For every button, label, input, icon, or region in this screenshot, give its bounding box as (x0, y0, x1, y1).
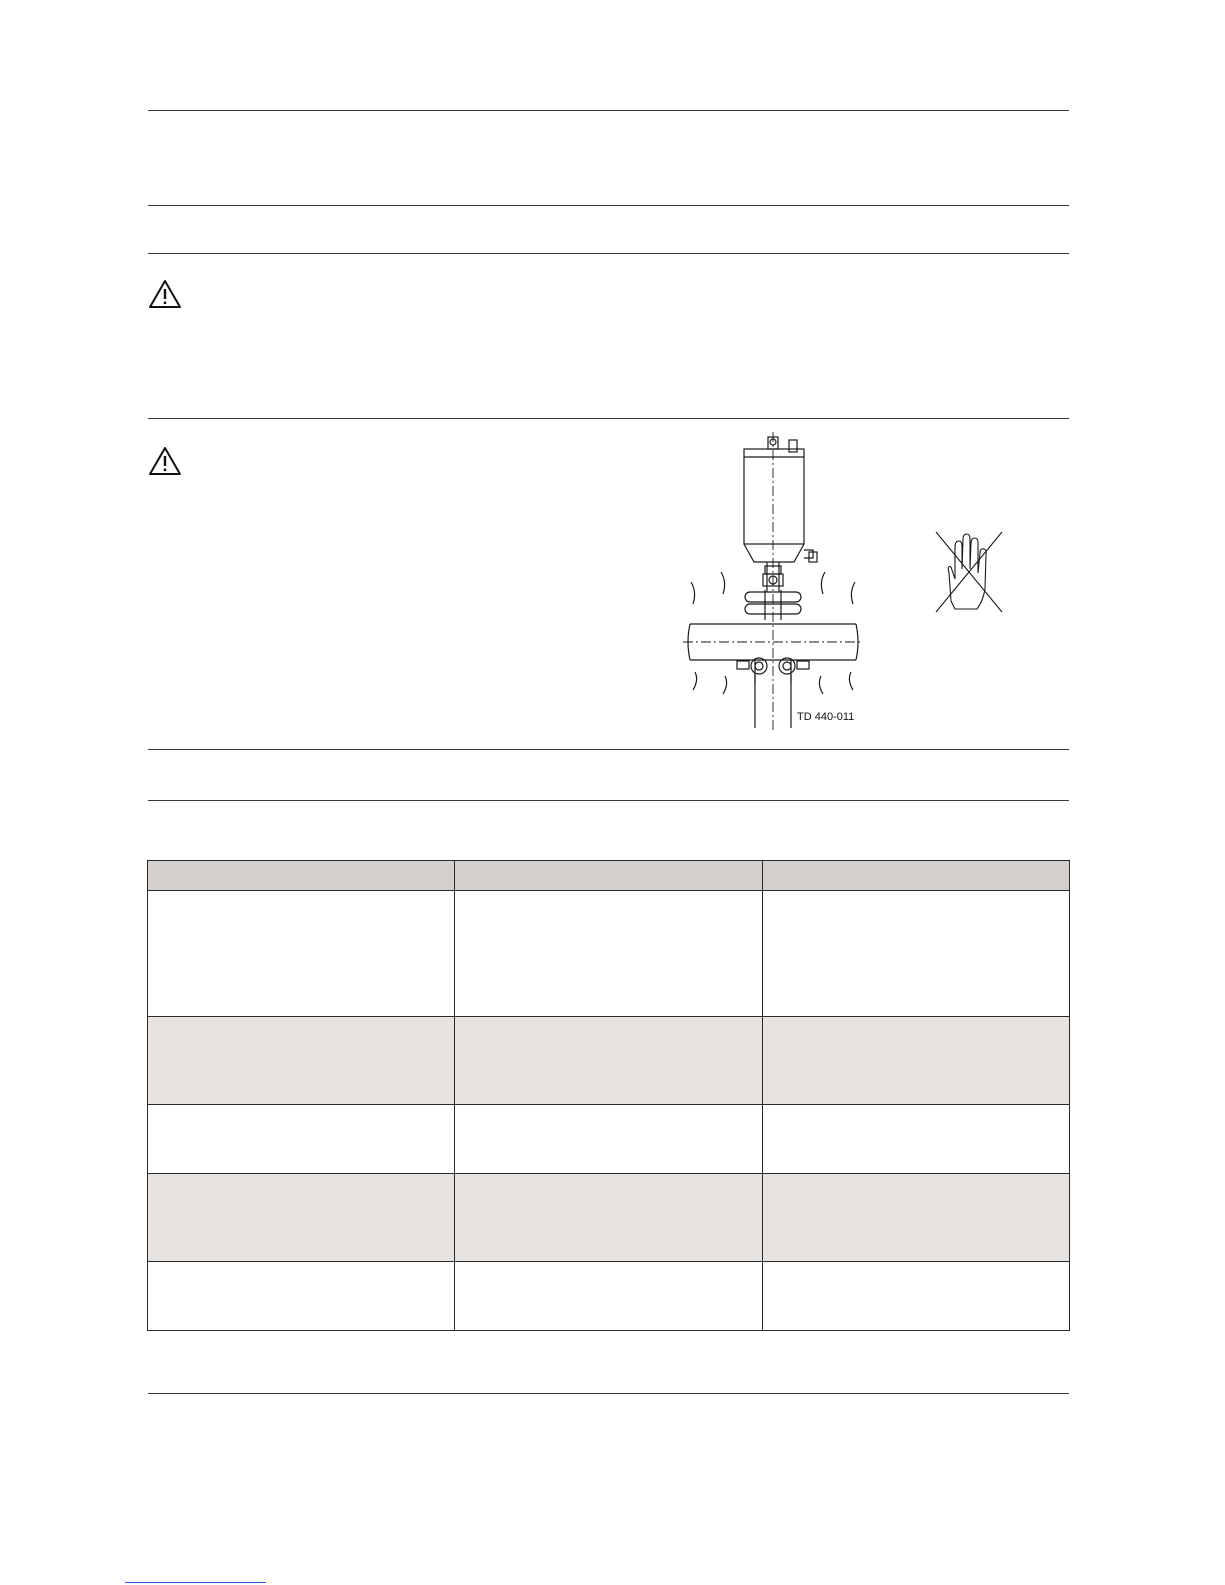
table-cell (763, 1262, 1070, 1331)
table-row (148, 891, 1070, 1017)
section-rule (148, 205, 1069, 206)
data-table (147, 860, 1070, 1331)
table-cell (455, 891, 763, 1017)
no-touch-hand-icon (933, 529, 1005, 615)
table-header-row (148, 861, 1070, 891)
table-cell (763, 891, 1070, 1017)
table-row (148, 1174, 1070, 1262)
column-header (763, 861, 1070, 891)
table-row (148, 1262, 1070, 1331)
table-cell (455, 1105, 763, 1174)
column-header (455, 861, 763, 891)
figure-label: TD 440-011 (797, 711, 855, 723)
column-header (148, 861, 455, 891)
table-cell (455, 1174, 763, 1262)
table-cell (148, 1017, 455, 1105)
warning-triangle-icon (148, 446, 182, 476)
bottom-rule (148, 1393, 1069, 1394)
section-rule (148, 418, 1069, 419)
top-rule (148, 110, 1069, 111)
table-row (148, 1017, 1070, 1105)
section-rule (148, 253, 1069, 254)
table-cell (148, 1262, 455, 1331)
table-cell (148, 1174, 455, 1262)
warning-triangle-icon (148, 279, 182, 309)
table-cell (148, 891, 455, 1017)
table-row (148, 1105, 1070, 1174)
table-cell (763, 1174, 1070, 1262)
table-cell (455, 1262, 763, 1331)
table-cell (148, 1105, 455, 1174)
table-cell (455, 1017, 763, 1105)
table-cell (763, 1105, 1070, 1174)
section-rule (148, 749, 1069, 750)
footnote-link-underline[interactable] (125, 1582, 266, 1583)
valve-assembly-drawing (683, 432, 863, 732)
section-rule (148, 800, 1069, 801)
table-cell (763, 1017, 1070, 1105)
